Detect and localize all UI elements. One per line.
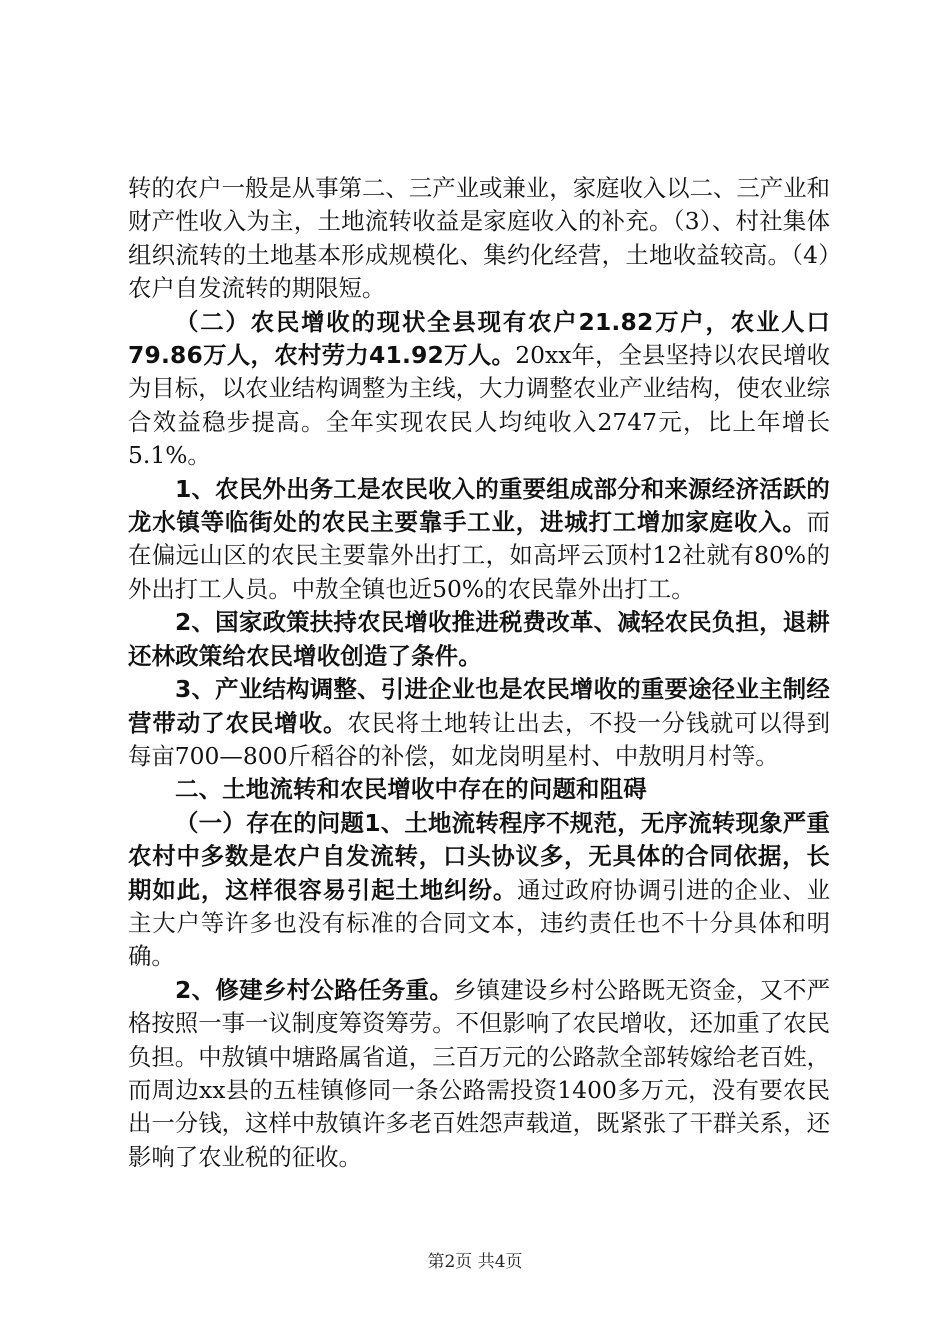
bold-text-run: （二）农民增收的现状全县现有农户21.82万户，农业人口79.86万人，农村劳力41.92万人。: [128, 307, 830, 370]
bold-text-run: 2、修建乡村公路任务重。: [175, 975, 454, 1004]
text-run: 农民将土地转让出去，不投一分钱就可以得到每亩700—800斤稻谷的补偿，如龙岗明星村、中敖明月村等。: [128, 708, 830, 770]
text-run: 20xx年，全县坚持以农民增收为目标，以农业结构调整为主线，大力调整农业产业结构，使农业综合效益稳步提高。全年实现农民人均纯收入2747元，比上年增长5.1%。: [128, 341, 830, 470]
paragraph: [128, 473, 830, 607]
paragraph: [128, 306, 830, 473]
text-run: 而在偏远山区的农民主要靠外出打工，如高坪云顶村12社就有80%的外出打工人员。中敖全镇也近50%的农民靠外出打工。: [128, 508, 830, 603]
text-run: 转的农户一般是从事第二、三产业或兼业，家庭收入以二、三产业和财产性收入为主，土地流转收益是家庭收入的补充。（3）、村社集体组织流转的土地基本形成规模化、集约化经营，土地收益较高。（4）农户自发流转的期限短。: [128, 174, 830, 303]
bold-text-run: 3、产业结构调整、引进企业也是农民增收的重要途径业主制经营带动了农民增收。: [128, 675, 830, 737]
page-footer: 第2页 共4页: [427, 1252, 523, 1272]
bold-text-run: 1、农民外出务工是农民收入的重要组成部分和来源经济活跃的龙水镇等临街处的农民主要靠手工业，进城打工增加家庭收入。: [128, 474, 830, 537]
paragraph: [128, 773, 830, 806]
paragraph: [128, 172, 830, 306]
paragraph: [128, 673, 830, 773]
paragraph: [128, 807, 830, 974]
bold-text-run: （一）存在的问题1、土地流转程序不规范，无序流转现象严重农村中多数是农户自发流转，口头协议多，无具体的合同依据，长期如此，这样很容易引起土地纠纷。: [128, 808, 830, 904]
bold-text-run: 2、国家政策扶持农民增收推进税费改革、减轻农民负担，退耕还林政策给农民增收创造了条件。: [128, 608, 830, 670]
paragraph: [128, 974, 830, 1174]
document-body: [128, 172, 830, 1174]
bold-text-run: 二、土地流转和农民增收中存在的问题和阻碍: [175, 775, 647, 804]
text-run: 乡镇建设乡村公路既无资金，又不严格按照一事一议制度筹资筹劳。不但影响了农民增收，还加重了农民负担。中敖镇中塘路属省道，三百万元的公路款全部转嫁给老百姓，而周边xx县的五桂镇修同一条公路需投资1400多万元，没有要农民出一分钱，这样中敖镇许多老百姓怨声载道，既紧张了干群关系，还影响了农业税的征收。: [128, 975, 830, 1171]
paragraph: [128, 606, 830, 673]
text-run: 通过政府协调引进的企业、业主大户等许多也没有标准的合同文本，违约责任也不十分具体和明确。: [128, 875, 831, 971]
